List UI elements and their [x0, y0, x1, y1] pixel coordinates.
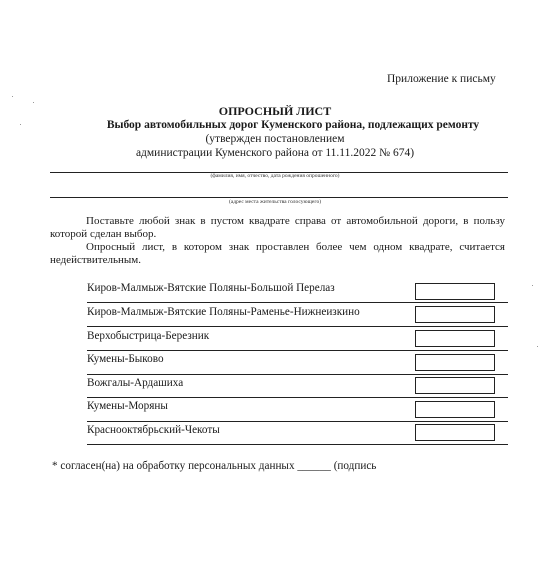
road-label: Киров-Малмыж-Вятские Поляны-Раменье-Нижнеизкино — [87, 306, 360, 318]
road-label: Краснооктябрьский-Чекоты — [87, 424, 220, 436]
appendix-label: Приложение к письму — [387, 73, 496, 85]
road-label: Киров-Малмыж-Вятские Поляны-Большой Перелаз — [87, 282, 335, 294]
row-divider — [87, 397, 508, 398]
scan-speck — [537, 346, 538, 347]
road-label: Вожгалы-Ардашиха — [87, 377, 184, 389]
row-divider — [87, 326, 508, 327]
instruction-paragraph: Поставьте любой знак в пустом квадрате справа от автомобильной дороги, в пользу которой сделан выбор. — [50, 215, 505, 240]
road-label: Кумены-Быково — [87, 353, 164, 365]
scan-speck — [33, 102, 34, 103]
road-checkbox[interactable] — [415, 424, 495, 441]
invalid-note-paragraph: Опросный лист, в котором знак проставлен более чем одном квадрате, считается недействительным. — [50, 241, 505, 266]
consent-line: * согласен(на) на обработку персональных данных ______ (подпись — [52, 460, 377, 472]
road-checkbox[interactable] — [415, 283, 495, 300]
road-label: Верхобыстрица-Березник — [87, 330, 210, 342]
scan-speck — [532, 285, 533, 286]
row-divider — [87, 374, 508, 375]
road-label: Кумены-Моряны — [87, 400, 168, 412]
approval-line-2: администрации Куменского района от 11.11.2022 № 674) — [135, 147, 415, 159]
scan-speck — [12, 96, 13, 97]
scan-speck — [20, 124, 21, 125]
address-field-line[interactable] — [50, 197, 508, 198]
road-checkbox[interactable] — [415, 354, 495, 371]
approval-line-1: (утвержден постановлением — [205, 133, 345, 145]
row-divider — [87, 302, 508, 303]
page-title: ОПРОСНЫЙ ЛИСТ — [218, 104, 332, 118]
row-divider — [87, 444, 508, 445]
road-checkbox[interactable] — [415, 330, 495, 347]
row-divider — [87, 421, 508, 422]
road-checkbox[interactable] — [415, 306, 495, 323]
road-checkbox[interactable] — [415, 401, 495, 418]
road-checkbox[interactable] — [415, 377, 495, 394]
page-subtitle: Выбор автомобильных дорог Куменского района, подлежащих ремонту — [106, 119, 480, 131]
name-field-caption: (фамилия, имя, отчество, дата рождения опрошенного) — [210, 173, 340, 179]
row-divider — [87, 350, 508, 351]
address-field-caption: (адрес места жительства голосующего) — [228, 199, 322, 205]
